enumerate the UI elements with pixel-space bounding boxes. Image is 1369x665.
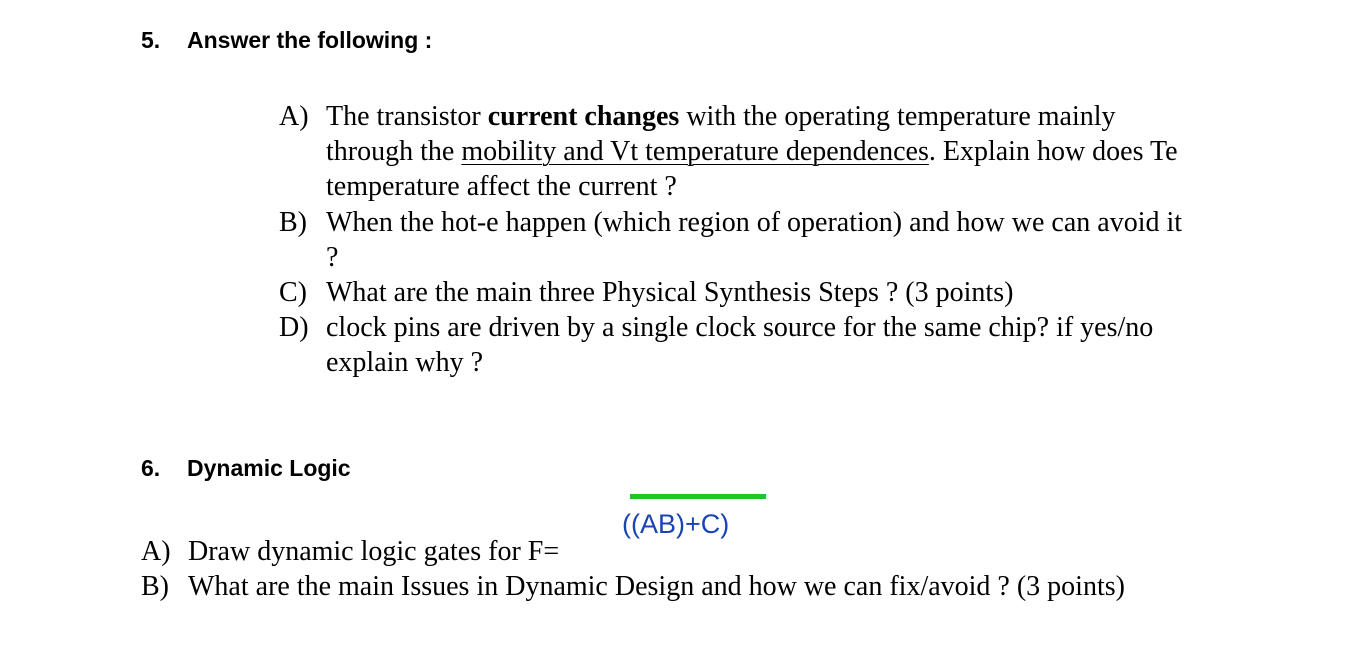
section-5-number: 5. xyxy=(141,27,161,53)
section-6-number: 6. xyxy=(141,455,161,481)
question-6a-body xyxy=(188,534,559,569)
question-5b-body xyxy=(326,205,1182,275)
question-5a-label: A) xyxy=(279,101,309,132)
question-5a-bold-text: current changes xyxy=(487,101,680,132)
section-5-title: Answer the following : xyxy=(187,27,433,53)
question-5c-body xyxy=(326,275,1013,310)
question-5d-label: D) xyxy=(279,312,309,343)
question-5a-body xyxy=(326,99,1178,204)
question-5a-line-1 xyxy=(326,99,1178,134)
formula-expression: ((AB)+C) xyxy=(622,509,730,539)
question-6a-text: Draw dynamic logic gates for F= xyxy=(188,536,560,567)
formula-overline-bar xyxy=(630,494,766,499)
question-5b-label: B) xyxy=(279,207,307,238)
question-5a-line-2-start: through the xyxy=(326,136,462,167)
question-5a-line-2 xyxy=(326,134,1178,169)
question-5c-label: C) xyxy=(279,277,307,308)
question-5d-line-1: clock pins are driven by a single clock source for the same chip? if yes/no xyxy=(326,312,1154,343)
question-6b-body xyxy=(188,569,1125,604)
section-6-heading xyxy=(141,454,351,482)
question-6b-text: What are the main Issues in Dynamic Design and how we can fix/avoid ? (3 points) xyxy=(188,571,1125,602)
question-5b-line-2: ? xyxy=(326,242,339,273)
question-5b-line-1: When the hot-e happen (which region of operation) and how we can avoid it xyxy=(326,207,1183,238)
question-5a-text: The transistor xyxy=(326,101,488,132)
section-6-title: Dynamic Logic xyxy=(187,455,351,481)
question-5a-line-3: temperature affect the current ? xyxy=(326,171,677,202)
question-5a-text-rest: with the operating temperature mainly xyxy=(679,101,1116,132)
section-5-heading xyxy=(141,26,432,54)
question-6a-label: A) xyxy=(141,536,171,567)
question-5a-underlined-text: mobility and Vt temperature dependences xyxy=(461,136,929,167)
question-5d-body xyxy=(326,310,1153,380)
question-5c-line-1: What are the main three Physical Synthesis Steps ? (3 points) xyxy=(326,277,1014,308)
question-6b-label: B) xyxy=(141,571,169,602)
question-5d-line-2: explain why ? xyxy=(326,347,484,378)
question-5a-line-2-end: . Explain how does Te xyxy=(928,136,1178,167)
